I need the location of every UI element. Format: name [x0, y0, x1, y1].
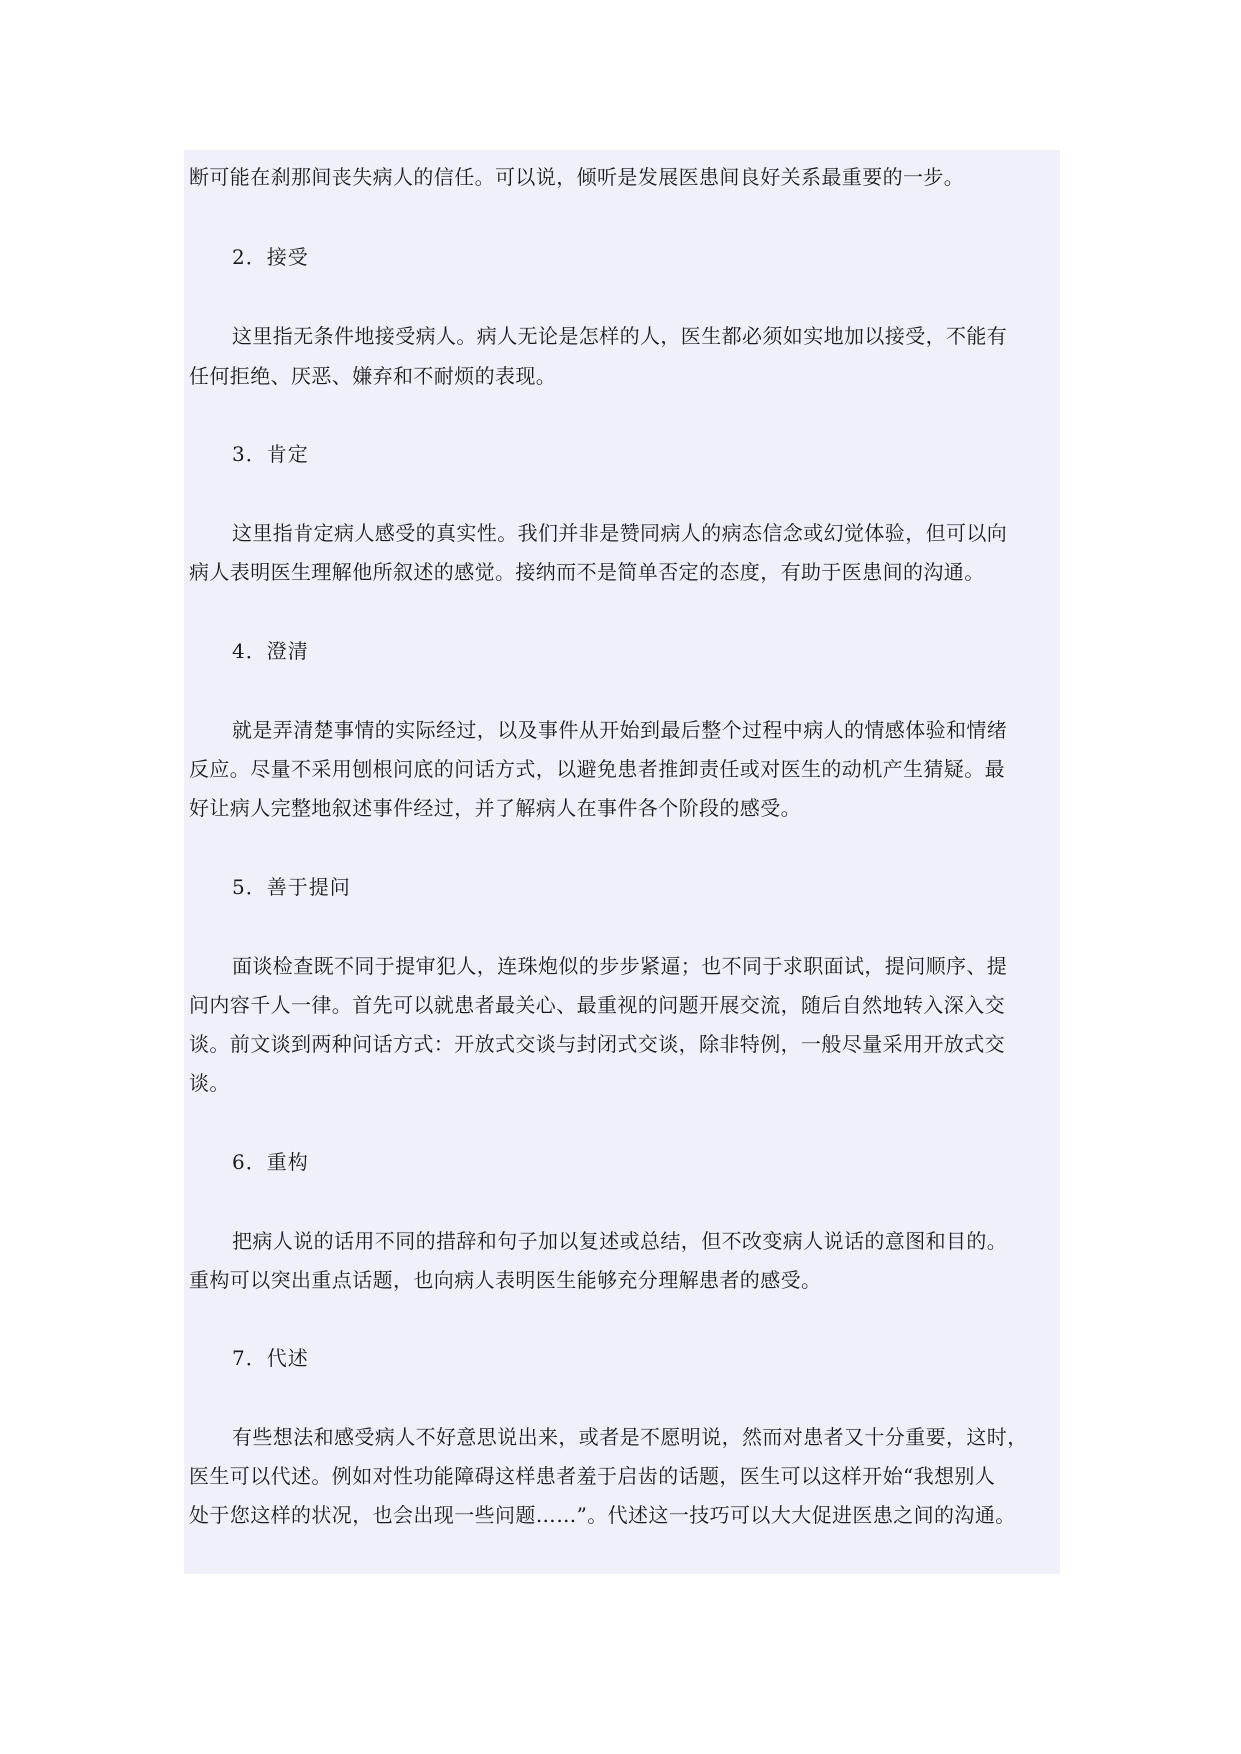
paragraph-line: 问内容千人一律。首先可以就患者最关心、最重视的问题开展交流，随后自然地转入深入交: [189, 993, 1005, 1017]
paragraph-line: 反应。尽量不采用刨根问底的问话方式，以避免患者推卸责任或对医生的动机产生猜疑。最: [189, 757, 1005, 781]
section-heading-questioning: 5．善于提问: [232, 875, 351, 899]
paragraph-line: 这里指肯定病人感受的真实性。我们并非是赞同病人的病态信念或幻觉体验，但可以向: [232, 521, 1008, 545]
paragraph-line: 就是弄清楚事情的实际经过，以及事件从开始到最后整个过程中病人的情感体验和情绪: [232, 718, 1008, 742]
section-heading-restructure: 6．重构: [232, 1150, 309, 1174]
paragraph-line: 断可能在刹那间丧失病人的信任。可以说，倾听是发展医患间良好关系最重要的一步。: [189, 165, 965, 189]
section-heading-clarify: 4．澄清: [232, 639, 309, 663]
paragraph-line: 重构可以突出重点话题，也向病人表明医生能够充分理解患者的感受。: [189, 1268, 822, 1292]
section-heading-proxy: 7．代述: [232, 1346, 309, 1370]
paragraph-line: 这里指无条件地接受病人。病人无论是怎样的人，医生都必须如实地加以接受，不能有: [232, 324, 1008, 348]
paragraph-line: 面谈检查既不同于提审犯人，连珠炮似的步步紧逼；也不同于求职面试，提问顺序、提: [232, 954, 1008, 978]
paragraph-line: 病人表明医生理解他所叙述的感觉。接纳而不是简单否定的态度，有助于医患间的沟通。: [189, 560, 985, 584]
paragraph-line: 医生可以代述。例如对性功能障碍这样患者羞于启齿的话题，医生可以这样开始“我想别人: [189, 1464, 996, 1488]
section-heading-accept: 2．接受: [232, 245, 309, 269]
paragraph-line: 处于您这样的状况，也会出现一些问题……”。代述这一技巧可以大大促进医患之间的沟通。: [189, 1503, 1016, 1527]
paragraph-line: 任何拒绝、厌恶、嫌弃和不耐烦的表现。: [189, 364, 557, 388]
section-heading-affirm: 3．肯定: [232, 442, 309, 466]
paragraph-line: 谈。: [189, 1071, 230, 1095]
paragraph-line: 有些想法和感受病人不好意思说出来，或者是不愿明说，然而对患者又十分重要，这时，: [232, 1425, 1028, 1449]
paragraph-line: 好让病人完整地叙述事件经过，并了解病人在事件各个阶段的感受。: [189, 796, 801, 820]
paragraph-line: 把病人说的话用不同的措辞和句子加以复述或总结，但不改变病人说话的意图和目的。: [232, 1229, 1008, 1253]
paragraph-line: 谈。前文谈到两种问话方式：开放式交谈与封闭式交谈，除非特例，一般尽量采用开放式交: [189, 1032, 1005, 1056]
